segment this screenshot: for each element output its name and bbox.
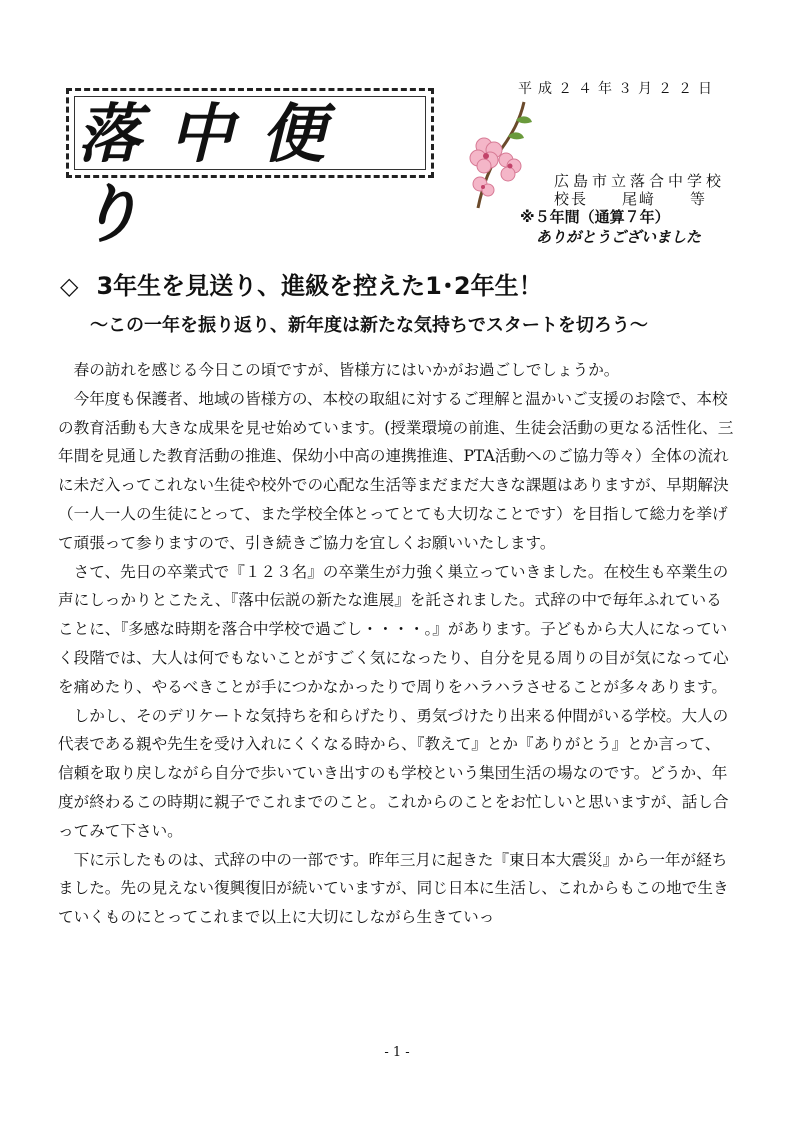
masthead-title: 落中便り [77,97,353,252]
diamond-bullet-icon: ◇ [60,272,79,300]
paragraph: さて、先日の卒業式で『１２３名』の卒業生が力強く巣立っていきました。在校生も卒業生の声にしっかりとこたえ、『落中伝説の新たな進展』を託されました。式辞の中で毎年ふれていることに、『多感な時期を落合中学校で過ごし・・・・。』があります。子どもから大人になっていく段階では、大人は何でもないことがすごく気になったり、自分を見る周りの目が気になって心を痛めたり、やるべきことが手につかなかったりで周りをハラハラさせることが多々あります。 [58,562,729,696]
paragraph: しかし、そのデリケートな気持ちを和らげたり、勇気づけたり出来る仲間がいる学校。大人の代表である親や先生を受け入れにくくなる時から、『教えて』とか『ありがとう』とか言って、信頼を取り戻しながら自分で歩いていき出すのも学校という集団生活の場なのです。どうか、年度が終わるこの時期に親子でこれまでのこと。これからのことをお忙しいと思いますが、話し合ってみて下さい。 [58,706,729,840]
issue-date: 平成２４年３月２２日 [518,81,718,97]
masthead-frame [66,88,434,252]
page-number: - 1 - [384,1045,410,1060]
tenure-note: ※５年間（通算７年） [520,208,670,226]
thanks-note: ありがとうございました [536,228,702,246]
headline-text: 3年生を見送り、進級を控えた1･2年生！ [96,272,543,300]
peach-blossom-illustration [462,100,534,212]
article-subheadline: ～この一年を振り返り、新年度は新たな気持ちでスタートを切ろう～ [90,315,648,336]
paragraph: 春の訪れを感じる今日この頃ですが、皆様方にはいかがお過ごしでしょうか。 [73,361,620,379]
school-name: 広島市立落合中学校 [554,172,726,190]
article-body [58,356,734,932]
article-headline [60,268,543,304]
paragraph: 下に示したものは、式辞の中の一部です。昨年三月に起きた『東日本大震災』から一年が経ちました。先の見えない復興復旧が続いていますが、同じ日本に生活し、これからもこの地で生きていくものにとってこれまで以上に大切にしながら生きていっ [58,850,729,927]
principal-name: 校長 尾﨑 等 [554,190,708,208]
paragraph: 今年度も保護者、地域の皆様方の、本校の取組に対するご理解と温かいご支援のお陰で、本校の教育活動も大きな成果を見せ始めています。(授業環境の前進、生徒会活動の更なる活性化、三年間を見通した教育活動の推進、保幼小中高の連携推進、PTA活動へのご協力等々）全体の流れに未だ入ってこれない生徒や校外での心配な生活等まだまだ大きな課題はありますが、早期解決（一人一人の生徒にとって、また学校全体とってとても大切なことです）を目指して総力を挙げて頑張って参りますので、引き続きご協力を宜しくお願いいたします。 [58,389,734,552]
